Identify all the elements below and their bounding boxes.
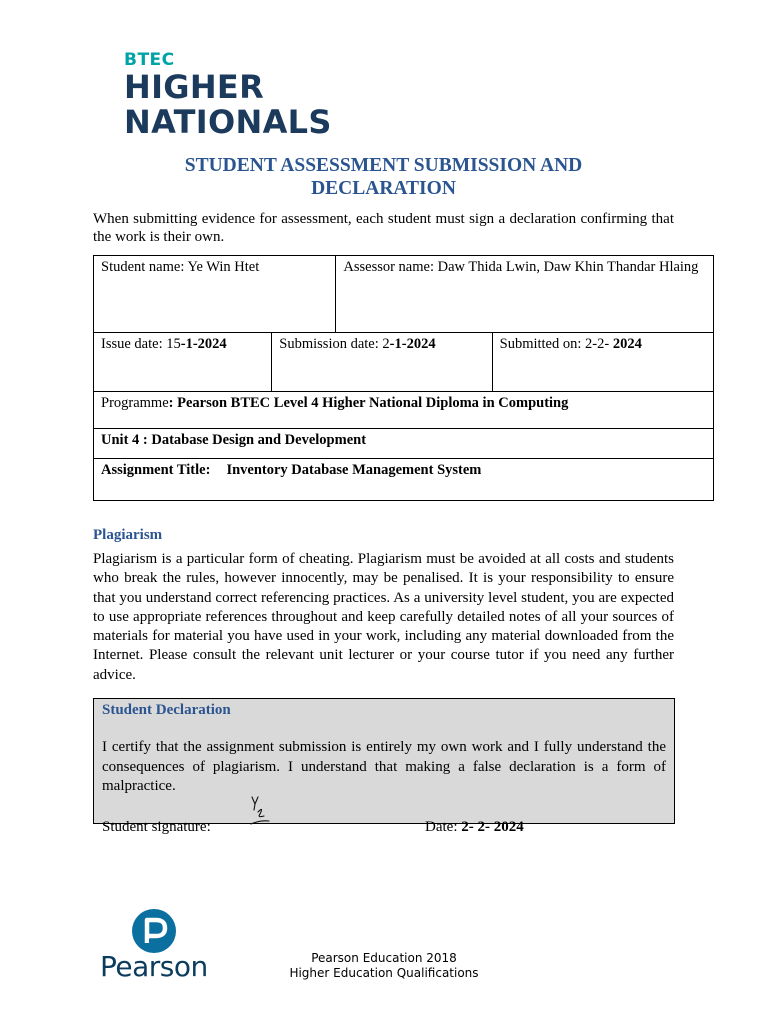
table-row xyxy=(94,429,714,459)
issue-date-value-a: 15 xyxy=(166,336,181,352)
table-row xyxy=(94,333,714,392)
assessor-name-label: Assessor name: xyxy=(343,259,438,275)
programme-value: : Pearson BTEC Level 4 Higher National Diploma in Computing xyxy=(168,395,569,411)
logo-higher: HIGHER xyxy=(124,68,265,106)
submission-date-value-b: -1-2024 xyxy=(389,336,436,352)
footer-line-1: Pearson Education 2018 xyxy=(311,951,457,965)
programme-cell xyxy=(94,392,714,429)
student-name-label: Student name: xyxy=(101,259,188,275)
student-name-value: Ye Win Htet xyxy=(187,259,260,275)
submission-date-cell xyxy=(272,333,492,392)
plagiarism-heading: Plagiarism xyxy=(93,527,163,543)
declaration-text: I certify that the assignment submission is entirely my own work and I fully understand the consequences of plagiarism. I understand that making a false declaration is a form of malpractice. xyxy=(102,739,666,794)
submitted-on-label: Submitted on: xyxy=(499,336,586,352)
unit-cell xyxy=(94,429,714,459)
assignment-title-value: Inventory Database Management System xyxy=(226,462,482,478)
date-label: Date: xyxy=(425,819,462,835)
declaration-date xyxy=(425,819,524,836)
btec-higher-nationals-logo xyxy=(124,50,332,140)
plagiarism-paragraph: Plagiarism is a particular form of cheating. Plagiarism must be avoided at all costs and students who break the rules, however innocently, may be penalised. It is your responsibility to ensure that you understand correct referencing practices. As a university level student, you are expected to use appropriate references throughout and keep carefully detailed notes of all your sources of materials for material you have used in your work, including any material downloaded from the Internet. Please consult the relevant unit lecturer or your course tutor if you need any further advice. xyxy=(93,551,674,683)
submission-date-label: Submission date: xyxy=(279,336,383,352)
submitted-on-value-a: 2-2- xyxy=(585,336,613,352)
assignment-title-cell xyxy=(94,459,714,501)
title-line-2: DECLARATION xyxy=(311,178,456,199)
date-value: 2- 2- 2024 xyxy=(461,819,524,835)
logo-nationals: NATIONALS xyxy=(124,103,332,141)
assessor-name-value: Daw Thida Lwin, Daw Khin Thandar Hlaing xyxy=(437,259,699,275)
issue-date-value-b: -1-2024 xyxy=(180,336,227,352)
assignment-title-label: Assignment Title: xyxy=(101,462,211,478)
signature-label: Student signature: xyxy=(102,819,211,835)
declaration-heading: Student Declaration xyxy=(102,702,231,718)
unit-value: Unit 4 : Database Design and Development xyxy=(101,432,367,448)
handwritten-signature xyxy=(248,794,272,828)
footer-line-2: Higher Education Qualifications xyxy=(289,965,479,980)
table-row xyxy=(94,459,714,501)
pearson-wordmark: Pearson xyxy=(100,950,208,983)
page-footer xyxy=(230,951,538,980)
issue-date-cell xyxy=(94,333,272,392)
intro-paragraph: When submitting evidence for assessment, each student must sign a declaration confirming that the work is their own. xyxy=(93,211,674,245)
pearson-logo-icon xyxy=(100,908,206,954)
logo-btec: BTEC xyxy=(124,50,175,70)
title-line-1: STUDENT ASSESSMENT SUBMISSION AND xyxy=(184,155,583,176)
student-name-cell xyxy=(94,256,336,333)
document-title xyxy=(93,154,674,200)
table-row xyxy=(94,256,714,333)
submitted-on-value-b: 2024 xyxy=(612,336,642,352)
table-row xyxy=(94,392,714,429)
assessor-name-cell xyxy=(336,256,714,333)
submitted-on-cell xyxy=(492,333,713,392)
programme-label: Programme xyxy=(101,395,169,411)
submission-date-value-a: 2 xyxy=(382,336,390,352)
student-declaration-box xyxy=(93,698,675,835)
issue-date-label: Issue date: xyxy=(101,336,167,352)
submission-info-table xyxy=(93,255,714,501)
